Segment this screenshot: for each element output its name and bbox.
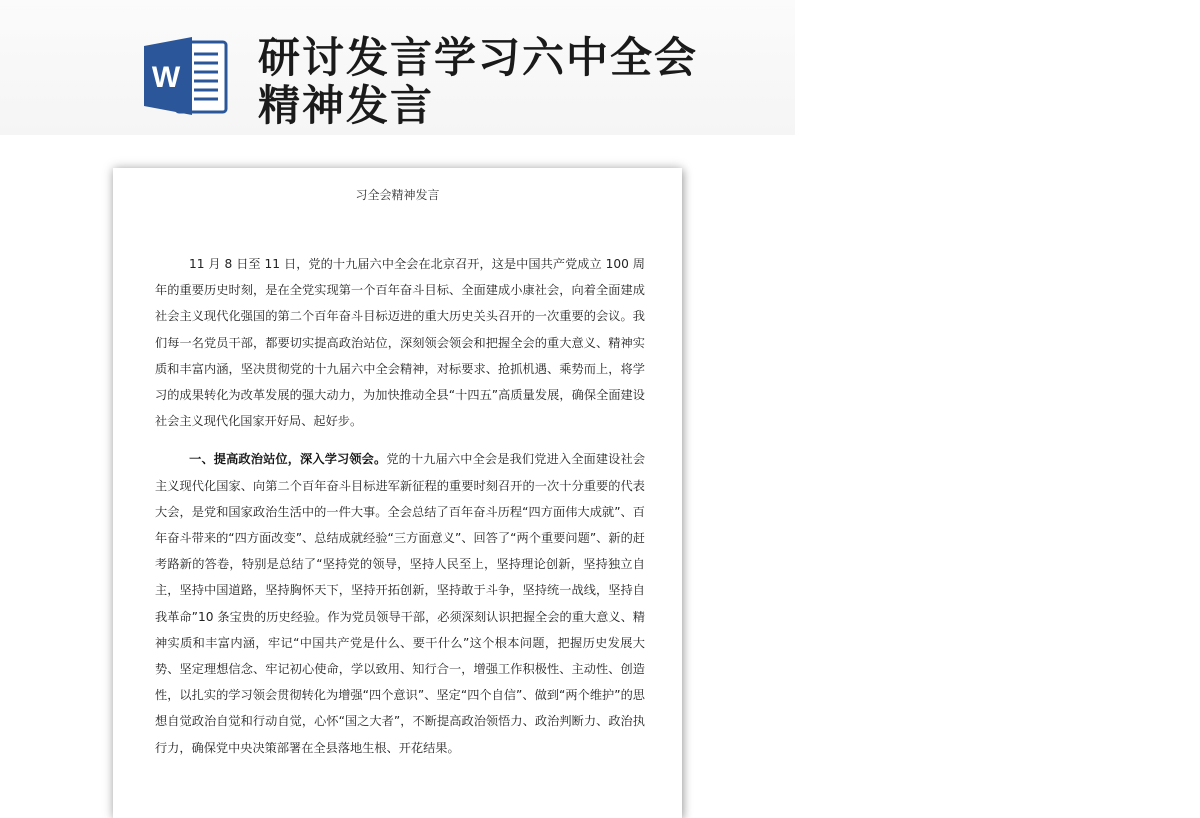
paragraph-text: 11 月 8 日至 11 日，党的十九届六中全会在北京召开，这是中国共产党成立 100 周年的重要历史时刻，是在全党实现第一个百年奋斗目标、全面建成小康社会，向着全面建成社会主义现代化强国的第二个百年奋斗目标迈进的重大历史关头召开的一次重要的会议。我们每一名党员干部，都要切实提高政治站位，深刻领会领会和把握全会的重大意义、精神实质和丰富内涵，坚决贯彻党的十九届六中全会精神，对标要求、抢抓机遇、乘势而上，将学习的成果转化为改革发展的强大动力，为加快推动全县“十四五”高质量发展，确保全面建设社会主义现代化国家开好局、起好步。 (155, 257, 645, 429)
document-body (155, 251, 645, 773)
word-document-icon (142, 34, 230, 118)
page-header: 习全会精神发言 (355, 188, 440, 202)
paragraph-section-1 (155, 446, 645, 760)
title-banner (0, 0, 795, 135)
document-page (113, 168, 682, 818)
document-title: 研讨发言学习六中全会精神发言 (258, 33, 699, 130)
svg-text:W: W (151, 61, 181, 94)
paragraph-text: 党的十九届六中全会是我们党进入全面建设社会主义现代化国家、向第二个百年奋斗目标进军新征程的重要时刻召开的一次十分重要的代表大会，是党和国家政治生活中的一件大事。全会总结了百年奋斗历程“四方面伟大成就”、百年奋斗带来的“四方面改变”、总结成就经验“三方面意义”、回答了“两个重要问题”、新的赶考路新的答卷，特别是总结了“坚持党的领导，坚持人民至上，坚持理论创新，坚持独立自主，坚持中国道路，坚持胸怀天下，坚持开拓创新，坚持敢于斗争，坚持统一战线，坚持自我革命”10 条宝贵的历史经验。作为党员领导干部，必须深刻认识把握全会的重大意义、精神实质和丰富内涵，牢记“中国共产党是什么、要干什么”这个根本问题，把握历史发展大势、坚定理想信念、牢记初心使命，学以致用、知行合一，增强工作积极性、主动性、创造性，以扎实的学习领会贯彻转化为增强“四个意识”、坚定“四个自信”、做到“两个维护”的思想自觉政治自觉和行动自觉，心怀“国之大者”，不断提高政治领悟力、政治判断力、政治执行力，确保党中央决策部署在全县落地生根、开花结果。 (155, 452, 646, 755)
section-heading: 一、提高政治站位，深入学习领会。 (189, 452, 387, 467)
paragraph-intro (155, 251, 645, 434)
